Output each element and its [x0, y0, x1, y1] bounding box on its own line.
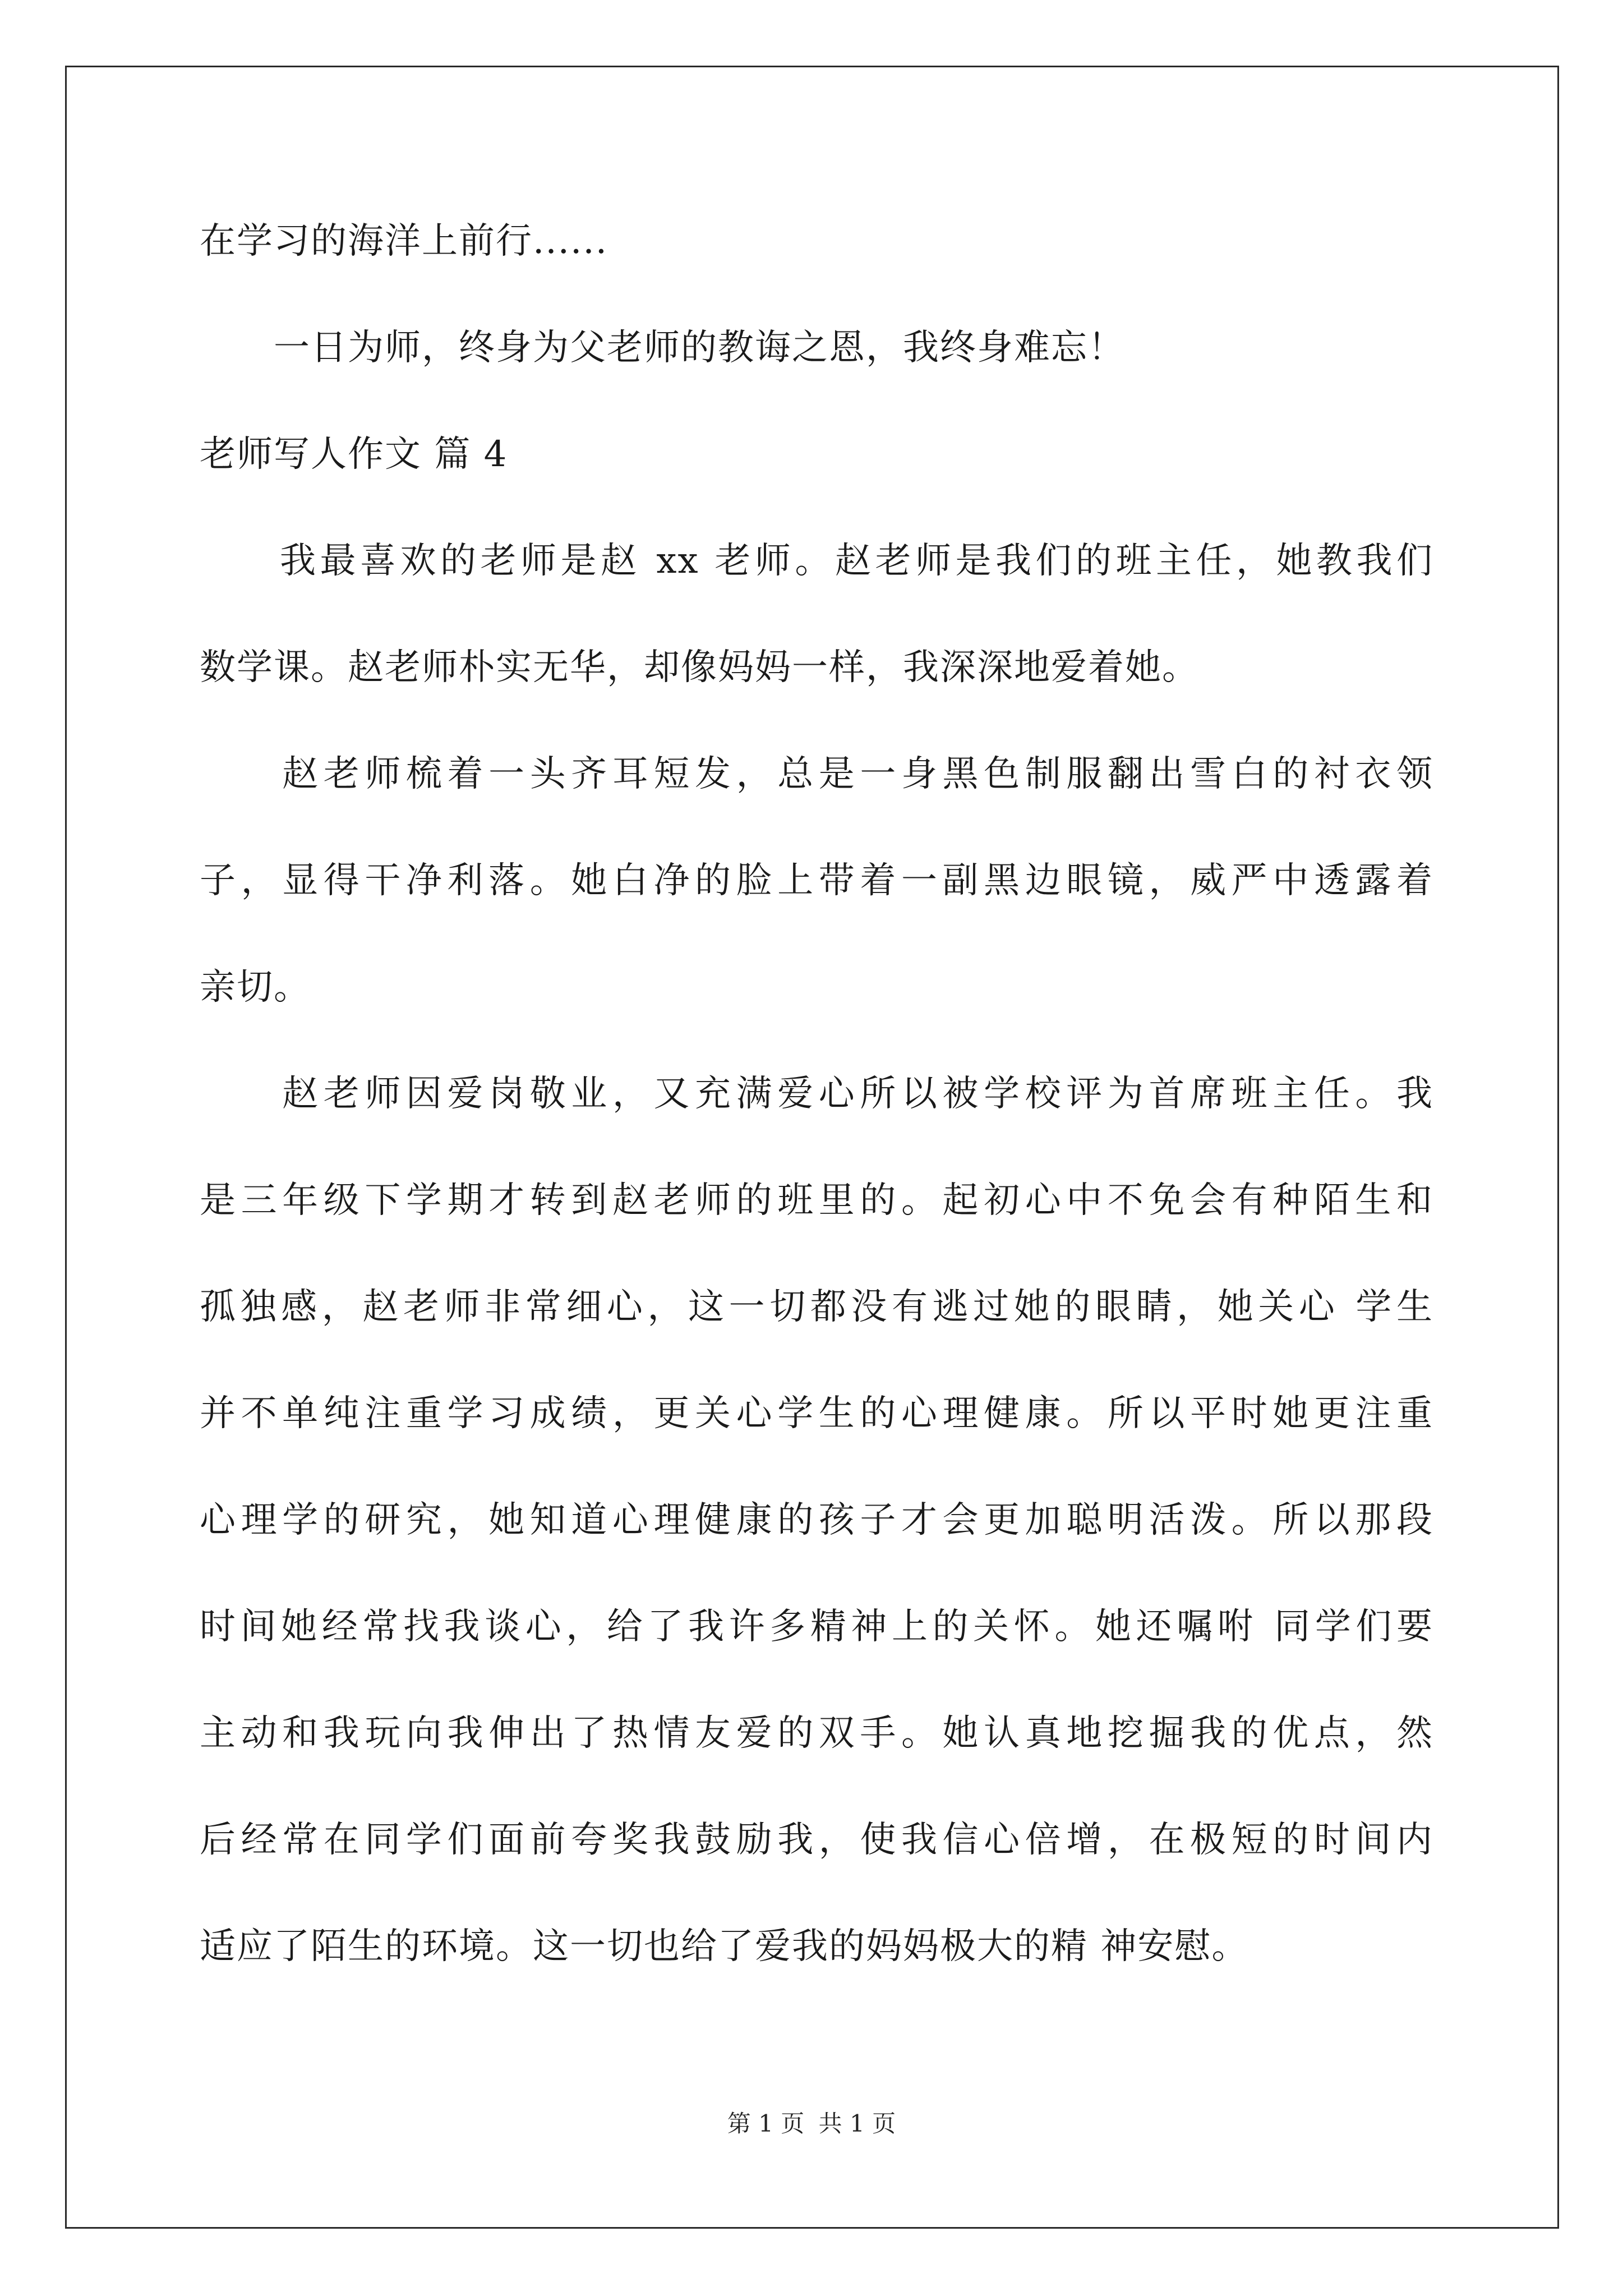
text-line: 赵老师因爱岗敬业，又充满爱心所以被学校评为首席班主任。我: [200, 1073, 1433, 1115]
text-line: 适应了陌生的环境。这一切也给了爱我的妈妈极大的精 神安慰。: [200, 1926, 1249, 1967]
text-line: 并不单纯注重学习成绩，更关心学生的心理健康。所以平时她更注重: [200, 1393, 1433, 1434]
text-line: 赵老师梳着一头齐耳短发，总是一身黑色制服翻出雪白的衬衣领: [200, 753, 1433, 795]
text-line: 心理学的研究，她知道心理健康的孩子才会更加聪明活泼。所以那段: [200, 1499, 1433, 1541]
text-line: 数学课。赵老师朴实无华，却像妈妈一样，我深深地爱着她。: [200, 647, 1199, 688]
text-line: 是三年级下学期才转到赵老师的班里的。起初心中不免会有种陌生和: [200, 1180, 1433, 1221]
text-line: 子，显得干净利落。她白净的脸上带着一副黑边眼镜，威严中透露着: [200, 860, 1433, 901]
text-line: 一日为师，终身为父老师的教诲之恩，我终身难忘！: [200, 327, 1125, 369]
text-line: 主动和我玩向我伸出了热情友爱的双手。她认真地挖掘我的优点，然: [200, 1713, 1433, 1754]
text-line: 时间她经常找我谈心，给了我许多精神上的关怀。她还嘱咐 同学们要: [200, 1606, 1433, 1648]
text-line: 孤独感，赵老师非常细心，这一切都没有逃过她的眼睛，她关心 学生: [200, 1286, 1433, 1328]
text-line: 后经常在同学们面前夸奖我鼓励我，使我信心倍增，在极短的时间内: [200, 1819, 1433, 1861]
text-line: 我最喜欢的老师是赵 xx 老师。赵老师是我们的班主任，她教我们: [200, 540, 1433, 582]
section-heading: 老师写人作文 篇 4: [200, 434, 508, 475]
page-border: [65, 66, 1559, 2229]
text-line: 在学习的海洋上前行......: [200, 220, 608, 262]
page-number: 第 1 页: [727, 2110, 805, 2137]
page-footer: [0, 2109, 1623, 2138]
page-total: 共 1 页: [818, 2110, 896, 2137]
text-line: 亲切。: [200, 967, 311, 1008]
